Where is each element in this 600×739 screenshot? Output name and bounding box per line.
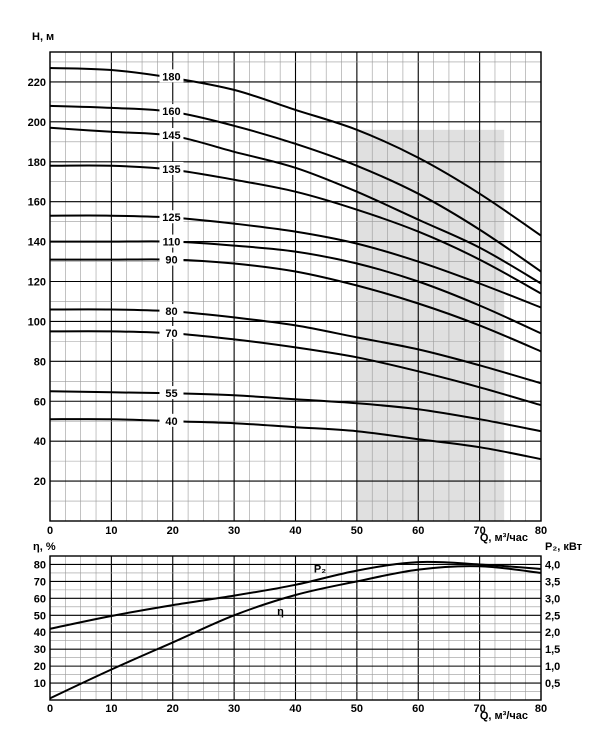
y-tick-label: 200 — [27, 116, 46, 129]
power-curve-label: P₂ — [313, 563, 327, 576]
y-tick-label: 40 — [33, 436, 46, 449]
y-tick-label: 220 — [27, 76, 46, 89]
x-tick-label: 10 — [105, 703, 118, 715]
series-label: 145 — [162, 130, 181, 143]
head-chart-series-labels — [159, 69, 183, 427]
y2-tick-label: 2,5 — [545, 610, 561, 623]
efficiency-axis-title: η, % — [33, 541, 56, 553]
y-tick-label: 140 — [27, 236, 46, 249]
x-tick-label: 70 — [473, 525, 486, 537]
y-tick-label: 50 — [33, 610, 46, 623]
x-tick-label: 50 — [350, 703, 363, 715]
y2-tick-label: 3,5 — [545, 576, 561, 589]
head-axis-title: H, м — [32, 31, 55, 43]
x-tick-label: 40 — [289, 703, 302, 715]
power-axis-title: P₂, кВт — [545, 541, 583, 553]
efficiency-curve-label: η — [277, 606, 284, 619]
y-tick-label: 30 — [33, 644, 46, 657]
x-tick-label: 0 — [46, 525, 54, 537]
series-label: 90 — [165, 254, 178, 267]
series-label: 110 — [162, 236, 181, 249]
series-label: 40 — [165, 415, 178, 428]
y-tick-label: 20 — [33, 476, 46, 489]
y-tick-label: 120 — [27, 276, 46, 289]
head-x-axis-title: Q, м³/час — [479, 532, 528, 544]
y-tick-label: 160 — [27, 196, 46, 209]
efficiency-chart-grid — [50, 556, 541, 700]
y-tick-label: 10 — [33, 678, 46, 691]
x-tick-label: 20 — [166, 525, 179, 537]
x-tick-label: 0 — [46, 703, 54, 715]
series-label: 70 — [165, 328, 178, 341]
x-tick-label: 80 — [534, 525, 548, 537]
y2-tick-label: 2,0 — [545, 627, 561, 640]
x-tick-label: 80 — [534, 703, 548, 715]
series-label: 135 — [162, 163, 181, 176]
y-tick-label: 60 — [33, 396, 46, 409]
y2-tick-label: 0,5 — [545, 678, 561, 691]
series-label: 125 — [162, 212, 181, 225]
x-tick-label: 60 — [412, 525, 425, 537]
x-tick-label: 50 — [350, 525, 363, 537]
y-tick-label: 70 — [33, 576, 46, 589]
y-tick-label: 180 — [27, 156, 46, 169]
x-tick-label: 10 — [105, 525, 118, 537]
efficiency-x-axis-title: Q, м³/час — [479, 710, 528, 722]
y-tick-label: 20 — [33, 661, 46, 674]
series-label: 55 — [165, 388, 178, 401]
y-tick-label: 80 — [33, 559, 46, 572]
series-label: 180 — [162, 71, 181, 84]
y-tick-label: 100 — [27, 316, 46, 329]
y2-tick-label: 1,5 — [545, 644, 561, 657]
y-tick-label: 40 — [33, 627, 46, 640]
y-tick-label: 80 — [33, 356, 46, 369]
efficiency-chart-series-labels — [277, 564, 326, 619]
x-tick-label: 60 — [412, 703, 425, 715]
y2-tick-label: 1,0 — [545, 661, 561, 674]
y-tick-label: 60 — [33, 593, 46, 606]
series-label: 80 — [165, 306, 178, 319]
x-tick-label: 70 — [473, 703, 486, 715]
x-tick-label: 40 — [289, 525, 302, 537]
x-tick-label: 30 — [228, 703, 241, 715]
y2-tick-label: 4,0 — [545, 559, 561, 572]
y2-tick-label: 3,0 — [545, 593, 561, 606]
series-label: 160 — [162, 106, 181, 119]
efficiency-power-chart — [33, 541, 583, 722]
x-tick-label: 30 — [228, 525, 241, 537]
head-curve-chart — [28, 31, 547, 544]
x-tick-label: 20 — [166, 703, 179, 715]
